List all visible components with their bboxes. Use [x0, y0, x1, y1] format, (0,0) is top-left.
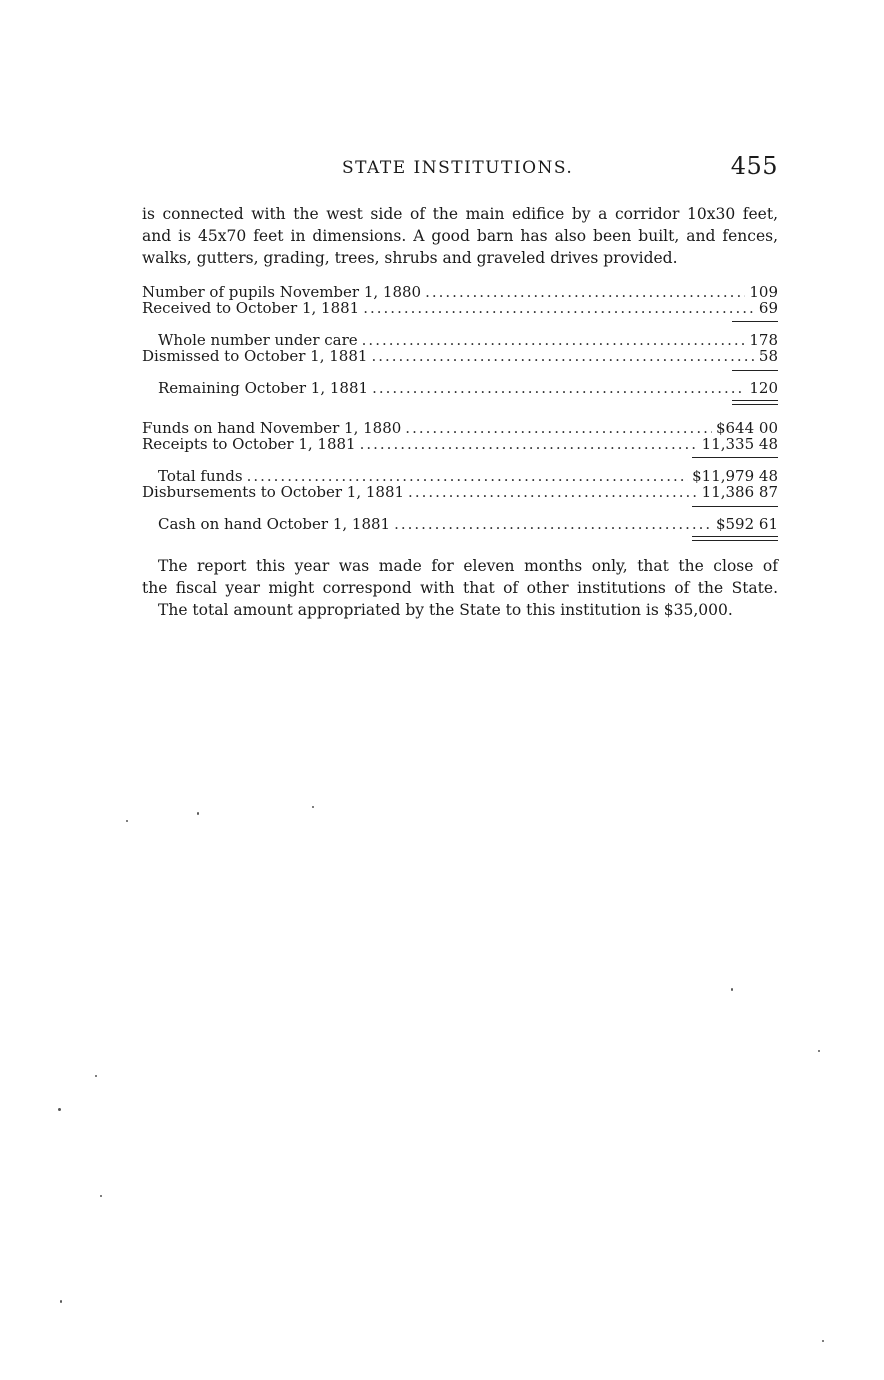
scan-speck	[197, 812, 199, 815]
leader-dots	[247, 468, 689, 484]
intro-paragraph	[142, 203, 778, 269]
sum-rule	[732, 370, 778, 371]
ledger-amount: $644 00	[715, 419, 778, 437]
ledger-amount: 11,386 87	[701, 483, 778, 501]
leader-dots	[405, 420, 712, 436]
leader-dots	[371, 348, 754, 364]
closing-line: The total amount appropriated by the State to this institution is $35,000.	[158, 601, 733, 619]
running-head: STATE INSTITUTIONS.	[342, 158, 574, 178]
ledger-amount: 120	[749, 379, 778, 397]
intro-line: is connected with the west side of the main edifice by a corridor 10x30 feet,	[142, 205, 778, 223]
sum-rule	[732, 321, 778, 322]
ledger-row-receipts	[142, 436, 778, 452]
ledger-amount: 58	[758, 347, 778, 365]
ledger-label: Remaining October 1, 1881	[158, 379, 369, 397]
scan-speck	[731, 988, 733, 991]
scan-speck	[100, 1195, 102, 1197]
ledger-label: Number of pupils November 1, 1880	[142, 283, 422, 301]
scan-speck	[822, 1340, 824, 1342]
closing-line: The report this year was made for eleven months only, that the close of	[158, 557, 778, 575]
ledger-row-funds-on-hand	[142, 420, 778, 436]
ledger-amount: 11,335 48	[701, 435, 778, 453]
sum-rule	[692, 457, 778, 458]
leader-dots	[425, 284, 745, 300]
intro-line: walks, gutters, grading, trees, shrubs and graveled drives provided.	[142, 249, 678, 267]
scan-speck	[126, 820, 128, 822]
ledger-row-dismissed	[142, 348, 778, 364]
ledger-amount: 69	[758, 299, 778, 317]
ledger-row-received	[142, 300, 778, 316]
page-header	[142, 152, 778, 186]
ledger-label: Receipts to October 1, 1881	[142, 435, 356, 453]
ledger-row-total-funds	[142, 468, 778, 484]
sum-rule	[692, 506, 778, 507]
leader-dots	[408, 484, 698, 500]
leader-dots	[362, 332, 746, 348]
scan-speck	[58, 1108, 61, 1111]
ledger-amount: $11,979 48	[692, 467, 778, 485]
ledger-row-remaining	[142, 380, 778, 396]
leader-dots	[372, 380, 745, 396]
leader-dots	[394, 516, 712, 532]
closing-paragraph	[142, 555, 778, 621]
ledger-label: Total funds	[158, 467, 243, 485]
scan-speck	[60, 1300, 62, 1303]
funds-ledger	[142, 420, 778, 532]
ledger-label: Received to October 1, 1881	[142, 299, 360, 317]
page-number: 455	[730, 152, 778, 180]
ledger-row-whole-number	[142, 332, 778, 348]
scan-speck	[818, 1050, 820, 1052]
ledger-label: Disbursements to October 1, 1881	[142, 483, 405, 501]
ledger-label: Whole number under care	[158, 331, 358, 349]
ledger-label: Dismissed to October 1, 1881	[142, 347, 368, 365]
ledger-label: Funds on hand November 1, 1880	[142, 419, 402, 437]
pupils-ledger	[142, 284, 778, 396]
leader-dots	[363, 300, 755, 316]
ledger-row-cash-on-hand	[142, 516, 778, 532]
ledger-amount: 109	[749, 283, 778, 301]
scan-speck	[95, 1075, 97, 1077]
total-double-rule	[692, 536, 778, 541]
leader-dots	[360, 436, 698, 452]
closing-line: the fiscal year might correspond with that of other institutions of the State.	[142, 579, 778, 597]
ledger-row-disbursements	[142, 484, 778, 500]
ledger-label: Cash on hand October 1, 1881	[158, 515, 391, 533]
ledger-amount: 178	[749, 331, 778, 349]
total-double-rule	[732, 400, 778, 405]
scan-speck	[312, 806, 314, 808]
intro-line: and is 45x70 feet in dimensions. A good barn has also been built, and fences,	[142, 227, 778, 245]
ledger-amount: $592 61	[715, 515, 778, 533]
ledger-row-number-of-pupils	[142, 284, 778, 300]
